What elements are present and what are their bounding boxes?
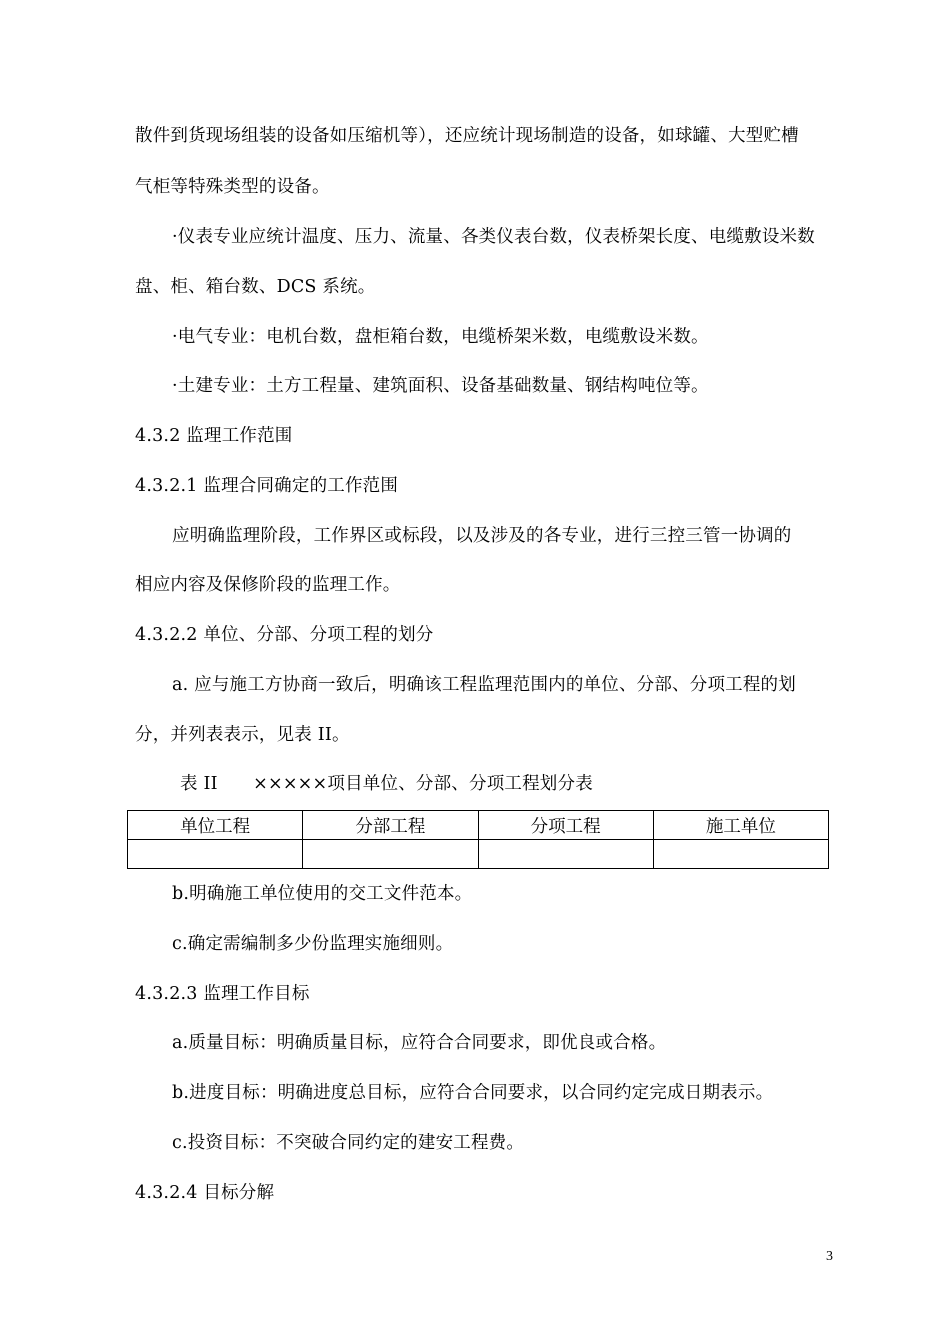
body-line: 散件到货现场组装的设备如压缩机等），还应统计现场制造的设备，如球罐、大型贮槽 [135,126,799,146]
body-line: 相应内容及保修阶段的监理工作。 [135,575,401,595]
table-header-cell: 分项工程 [478,811,653,840]
body-line: 气柜等特殊类型的设备。 [135,177,330,197]
subsection-heading: 4.3.2.4 目标分解 [135,1183,275,1203]
subsection-heading: 4.3.2.2 单位、分部、分项工程的划分 [135,625,434,645]
table-caption: 表 II ×××××项目单位、分部、分项工程划分表 [180,774,593,794]
electrical-item: ·电气专业：电机台数，盘柜箱台数，电缆桥架米数，电缆敷设米数。 [172,327,709,347]
table-header-cell: 分部工程 [303,811,478,840]
table-cell [653,840,828,869]
table-header-cell: 施工单位 [653,811,828,840]
civil-item: ·土建专业：土方工程量、建筑面积、设备基础数量、钢结构吨位等。 [172,376,709,396]
quality-target: a.质量目标：明确质量目标，应符合合同要求，即优良或合格。 [172,1033,667,1053]
body-line: 应明确监理阶段，工作界区或标段，以及涉及的各专业，进行三控三管一协调的 [172,526,792,546]
schedule-target: b.进度目标：明确进度总目标，应符合合同要求，以合同约定完成日期表示。 [172,1083,774,1103]
table-cell [478,840,653,869]
table-header-cell: 单位工程 [128,811,303,840]
body-line: a. 应与施工方协商一致后，明确该工程监理范围内的单位、分部、分项工程的划 [172,675,796,695]
subsection-heading: 4.3.2.3 监理工作目标 [135,984,310,1004]
division-table [127,810,829,869]
body-line: 分，并列表表示，见表 II。 [135,725,350,745]
instrument-item: ·仪表专业应统计温度、压力、流量、各类仪表台数，仪表桥架长度、电缆敷设米数 [172,227,815,247]
table-cell [303,840,478,869]
body-line: c.确定需编制多少份监理实施细则。 [172,934,454,954]
body-line: 盘、柜、箱台数、DCS 系统。 [135,277,376,297]
table-header-row [128,811,829,840]
table-row [128,840,829,869]
body-line: b.明确施工单位使用的交工文件范本。 [172,884,473,904]
page-number: 3 [826,1249,833,1264]
section-heading: 4.3.2 监理工作范围 [135,426,293,446]
table-cell [128,840,303,869]
investment-target: c.投资目标：不突破合同约定的建安工程费。 [172,1133,525,1153]
subsection-heading: 4.3.2.1 监理合同确定的工作范围 [135,476,399,496]
